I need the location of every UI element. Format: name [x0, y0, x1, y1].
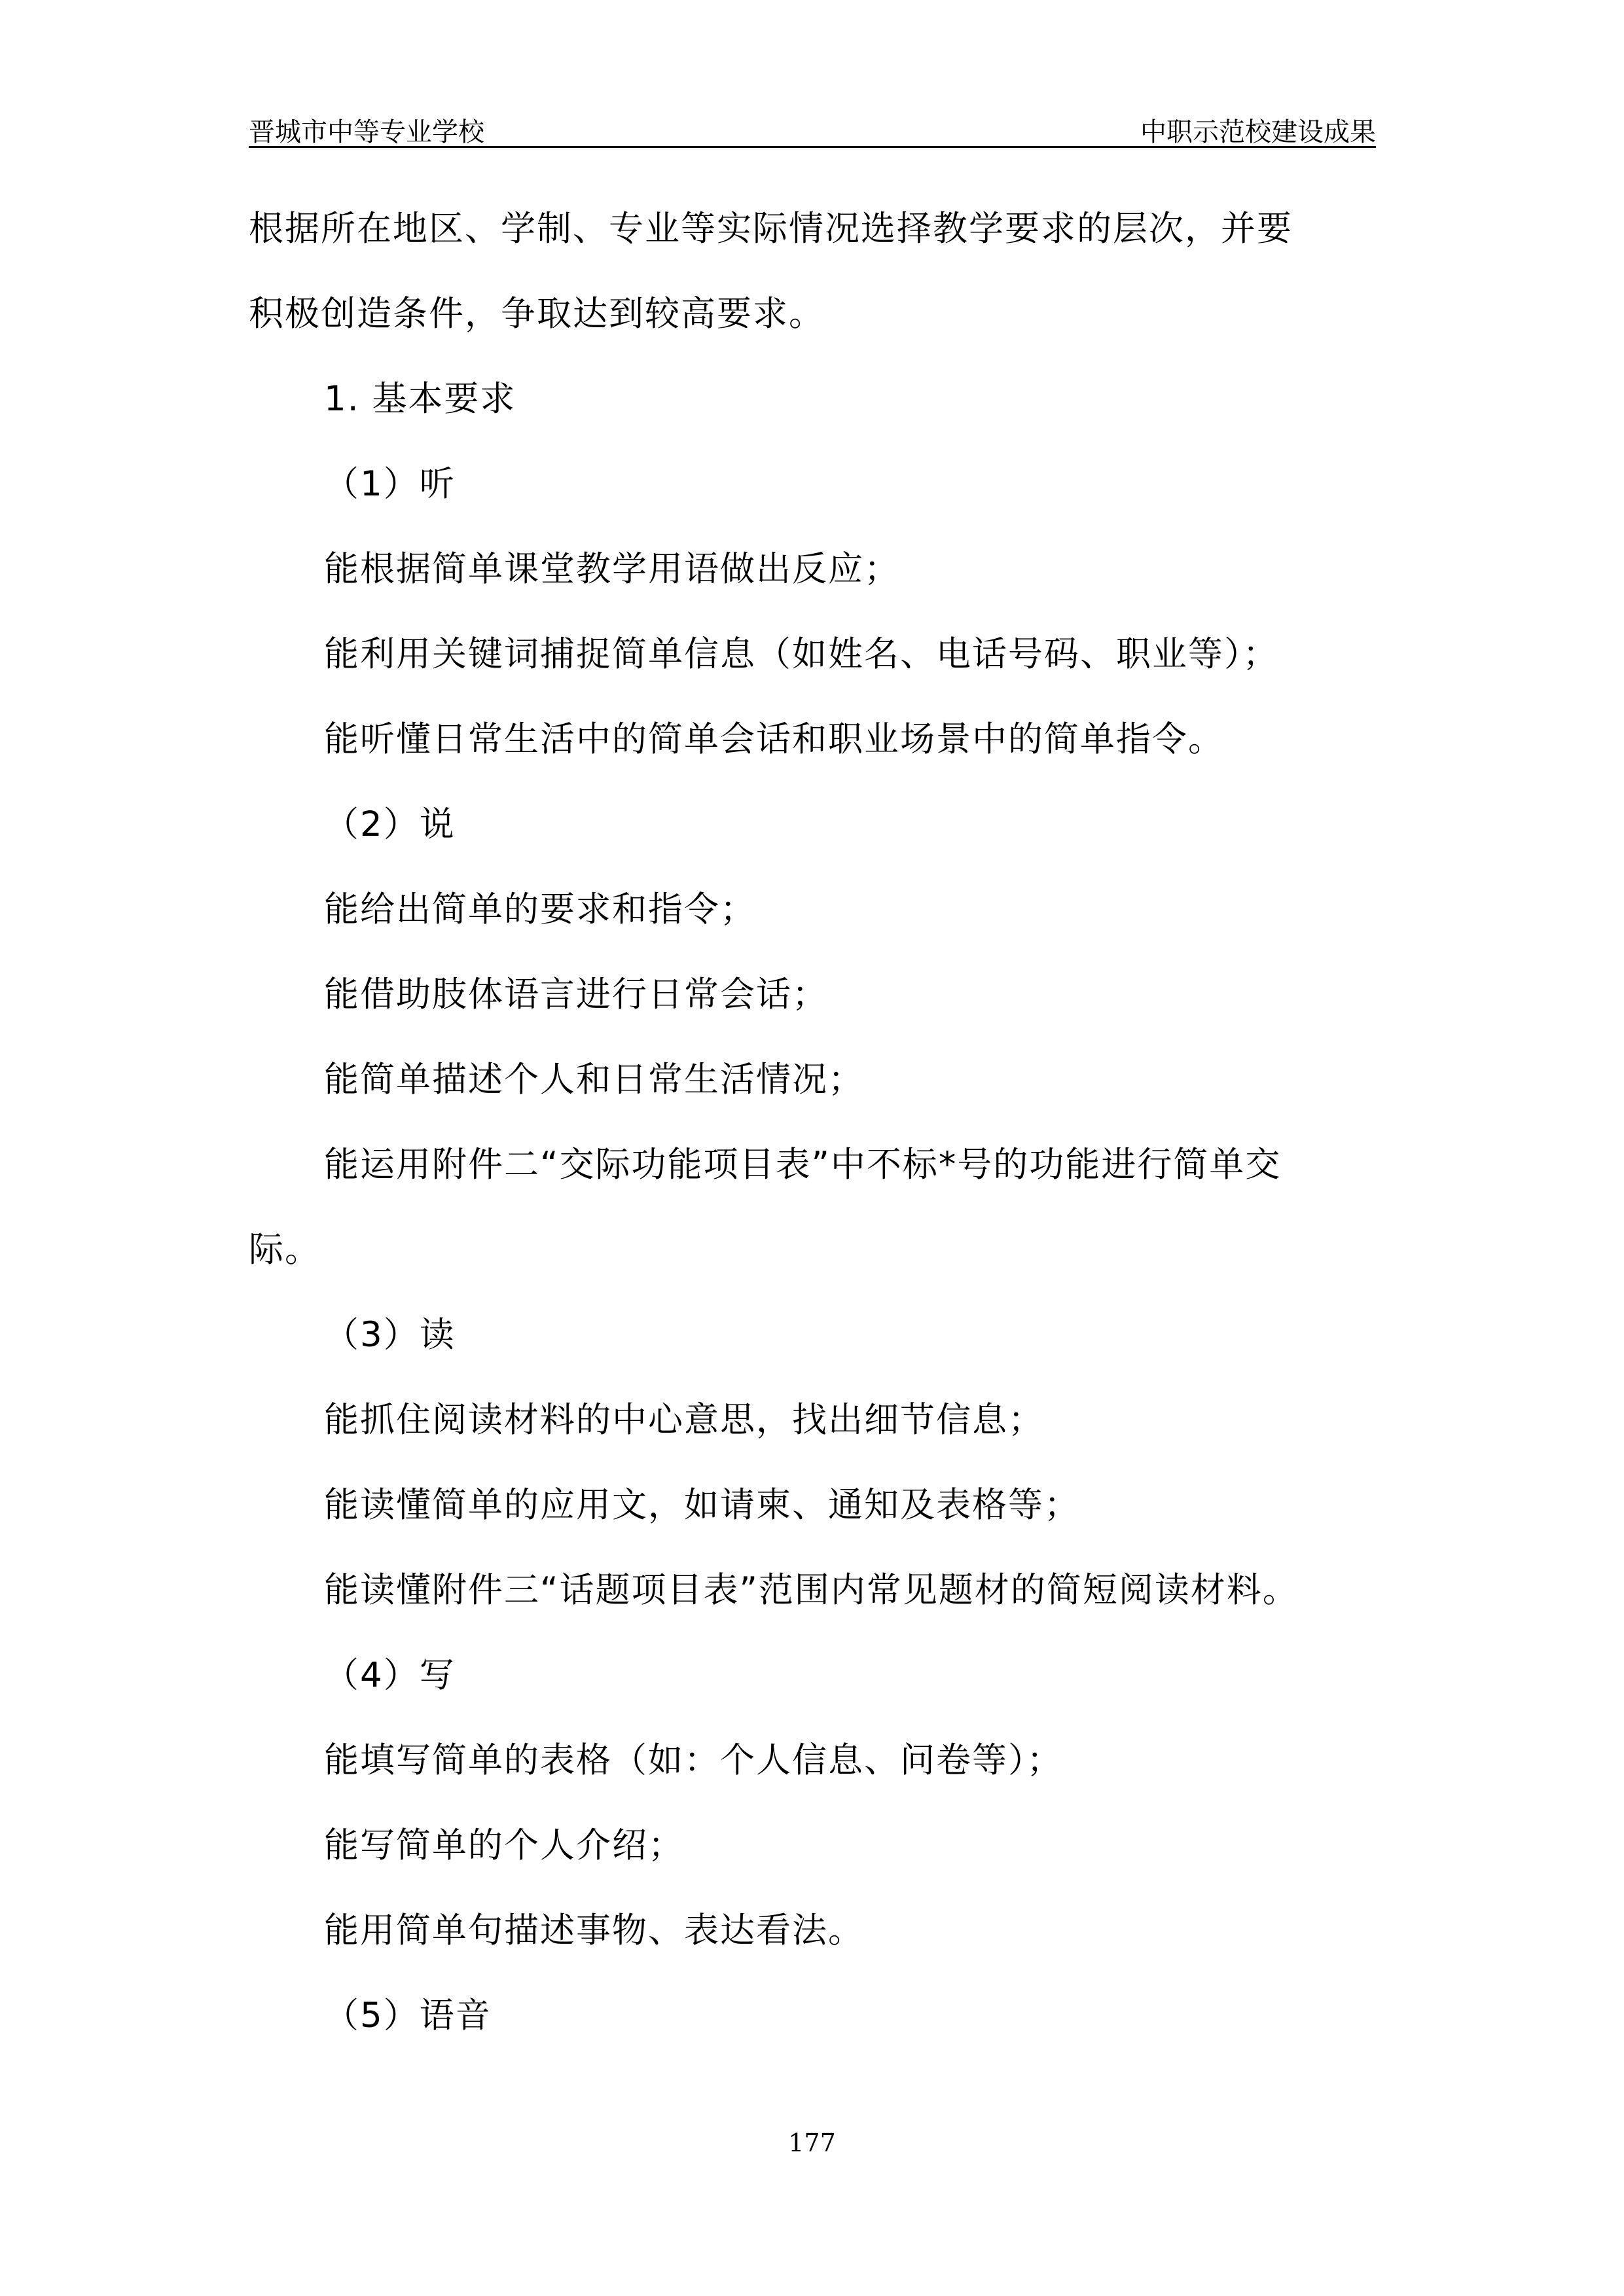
paragraph-line: 积极创造条件，争取达到较高要求。 — [249, 294, 825, 334]
subsection-heading: （2）说 — [324, 804, 456, 844]
section-heading: 1. 基本要求 — [324, 379, 516, 419]
paragraph-line: 能根据简单课堂教学用语做出反应； — [324, 549, 900, 589]
paragraph-line: 能用简单句描述事物、表达看法。 — [324, 1910, 864, 1950]
subsection-heading: （1）听 — [324, 464, 456, 504]
paragraph-line: 际。 — [249, 1230, 321, 1270]
paragraph-line: 能抓住阅读材料的中心意思，找出细节信息； — [324, 1400, 1044, 1440]
paragraph-line: 能读懂附件三“话题项目表”范围内常见题材的简短阅读材料。 — [324, 1570, 1299, 1610]
paragraph-line: 能给出简单的要求和指令； — [324, 889, 756, 929]
header-rule — [249, 146, 1376, 148]
paragraph-line: 能写简单的个人介绍； — [324, 1825, 684, 1865]
paragraph-line: 能简单描述个人和日常生活情况； — [324, 1060, 864, 1100]
paragraph-line: 能运用附件二“交际功能项目表”中不标*号的功能进行简单交 — [324, 1145, 1282, 1185]
subsection-heading: （5）语音 — [324, 1996, 492, 2036]
paragraph-line: 能借助肢体语言进行日常会话； — [324, 975, 828, 1014]
header-document-title: 中职示范校建设成果 — [1140, 117, 1376, 147]
subsection-heading: （3）读 — [324, 1315, 456, 1355]
paragraph-line: 能读懂简单的应用文，如请柬、通知及表格等； — [324, 1485, 1080, 1525]
paragraph-line: 能填写简单的表格（如：个人信息、问卷等）； — [324, 1740, 1063, 1780]
paragraph-line: 根据所在地区、学制、专业等实际情况选择教学要求的层次，并要 — [249, 209, 1293, 249]
paragraph-line: 能听懂日常生活中的简单会话和职业场景中的简单指令。 — [324, 719, 1224, 759]
subsection-heading: （4）写 — [324, 1655, 456, 1695]
header-school-name: 晋城市中等专业学校 — [249, 117, 484, 147]
page-number: 177 — [788, 2128, 836, 2157]
page-header — [249, 117, 1376, 148]
paragraph-line: 能利用关键词捕捉简单信息（如姓名、电话号码、职业等）； — [324, 634, 1279, 674]
